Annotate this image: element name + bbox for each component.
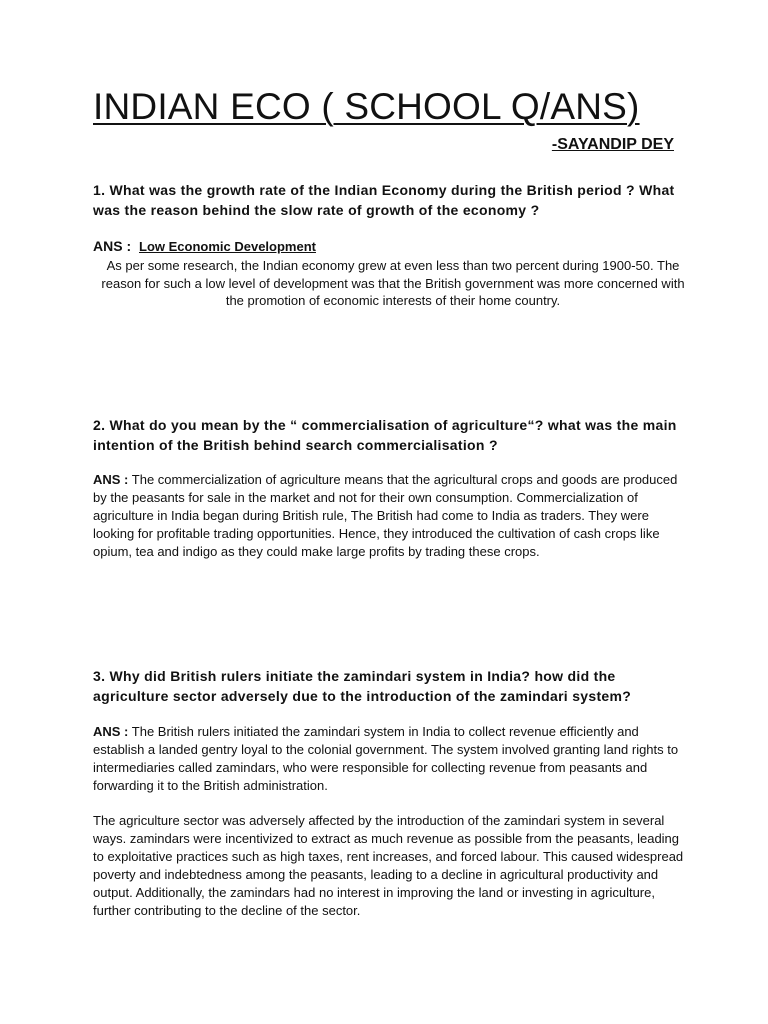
answer-2-label: ANS :	[93, 472, 129, 487]
document-title: INDIAN ECO ( SCHOOL Q/ANS)	[93, 86, 640, 127]
question-2: 2. What do you mean by the “ commercialisation of agriculture“? what was the main intention of the British behind search commercialisation ?	[93, 417, 677, 453]
question-3: 3. Why did British rulers initiate the zamindari system in India? how did the agriculture sector adversely due to the introduction of the zamindari system?	[93, 668, 632, 704]
answer-2-paragraph	[93, 471, 693, 561]
answer-3-paragraph	[93, 723, 693, 795]
author-name: -SAYANDIP DEY	[551, 136, 674, 153]
answer-3-label: ANS :	[93, 724, 129, 739]
answer-1-text: As per some research, the Indian economy grew at even less than two percent during 1900-50. The reason for such a low level of development was that the British government was more concerned with the promotion of economic interests of their home country.	[101, 258, 685, 308]
answer-3-text: The British rulers initiated the zamindari system in India to collect revenue efficiently and establish a landed gentry loyal to the colonial government. The system involved granting land rights to intermediaries called zamindars, who were responsible for collecting revenue from peasants and forwarding it to the British administration.	[93, 724, 679, 793]
answer-2-text: The commercialization of agriculture means that the agricultural crops and goods are produced by the peasants for sale in the market and not for their own consumption. Commercialization of agriculture in India began during British rule, The British had come to India as traders. They were looking for profitable trading opportunities. Hence, they introduced the cultivation of cash crops like opium, tea and indigo as they could make large profits by trading these crops.	[93, 472, 678, 559]
answer-1-heading: Low Economic Development	[139, 239, 316, 254]
answer-3-text-continued: The agriculture sector was adversely affected by the introduction of the zamindari system in several ways. zamindars were incentivized to extract as much revenue as possible from the peasants, leading to exploitative practices such as high taxes, rent increases, and forced labour. This caused widespread poverty and indebtedness among the peasants, leading to a decline in agricultural productivity and output. Additionally, the zamindars had no interest in improving the land or investing in agriculture, further contributing to the decline of the sector.	[93, 813, 684, 918]
answer-1-header	[93, 238, 316, 254]
question-1: 1. What was the growth rate of the Indian Economy during the British period ? What was the reason behind the slow rate of growth of the economy ?	[93, 182, 675, 218]
answer-1-label: ANS :	[93, 238, 132, 254]
